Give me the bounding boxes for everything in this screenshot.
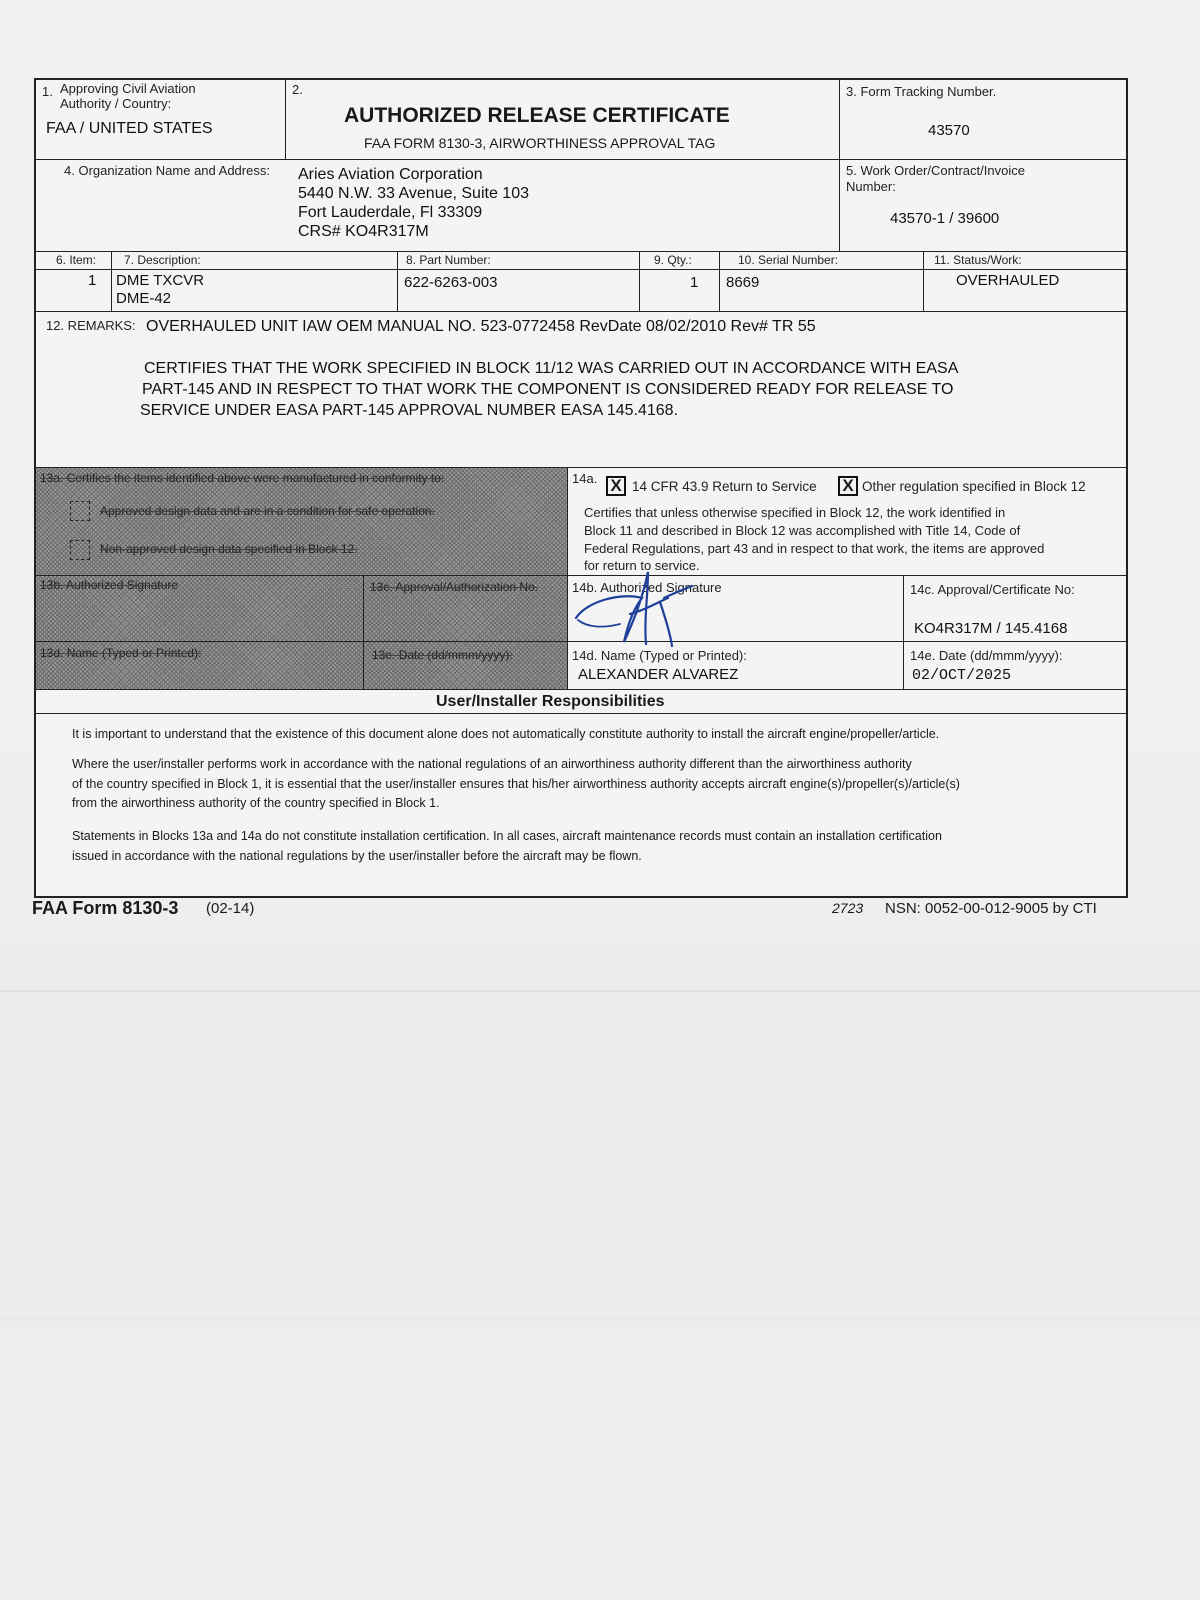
block-13e xyxy=(364,642,568,689)
approved-design-checkbox[interactable] xyxy=(70,501,90,521)
header-row xyxy=(36,80,1126,160)
block-13d xyxy=(36,642,364,689)
block-2-label: 2. xyxy=(292,82,303,97)
footer-nsn: NSN: 0052-00-012-9005 by CTI xyxy=(885,900,1097,917)
footer-form-name: FAA Form 8130-3 xyxy=(32,898,179,918)
work-order-number: 43570-1 / 39600 xyxy=(890,210,1000,227)
responsibilities-p2-line1: Where the user/installer performs work in accordance with the national regulations of an airworthiness authority different than the airworthiness authority xyxy=(72,757,912,771)
block-14a-text-4: for return to service. xyxy=(584,558,700,573)
status-col-header: 11. Status/Work: xyxy=(934,253,1022,267)
responsibilities-header xyxy=(36,690,1126,714)
item-header-row xyxy=(36,252,1126,270)
return-to-service-label: 14 CFR 43.9 Return to Service xyxy=(632,479,817,494)
block-13b-label: 13b. Authorized Signature xyxy=(40,578,179,592)
non-approved-design-checkbox[interactable] xyxy=(70,540,90,560)
certification-line-2: PART-145 AND IN RESPECT TO THAT WORK THE COMPONENT IS CONSIDERED READY FOR RELEASE TO xyxy=(142,381,954,398)
paper-fold-line xyxy=(0,990,1200,992)
responsibilities-p3-line1: Statements in Blocks 13a and 14a do not constitute installation certification. In all cases, aircraft maintenance records must contain an installation certification xyxy=(72,829,942,843)
serial-number: 8669 xyxy=(726,274,760,291)
description-col-header: 7. Description: xyxy=(112,252,398,269)
block-1-number: 1. xyxy=(42,84,53,99)
form-title: AUTHORIZED RELEASE CERTIFICATE xyxy=(344,104,730,127)
name-date-row xyxy=(36,642,1126,690)
block-3-label: 3. Form Tracking Number. xyxy=(846,84,997,99)
responsibilities-p1: It is important to understand that the existence of this document alone does not automatically constitute authority to install the aircraft engine/propeller/article. xyxy=(72,727,940,741)
part-number: 622-6263-003 xyxy=(404,274,498,291)
block-13e-label: 13e. Date (dd/mmm/yyyy): xyxy=(372,648,513,662)
org-address-2: Fort Lauderdale, Fl 33309 xyxy=(298,204,483,221)
block-5 xyxy=(840,160,1126,251)
responsibilities-title: User/Installer Responsibilities xyxy=(436,693,665,710)
block-14a-text-3: Federal Regulations, part 43 and in respect to that work, the items are approved xyxy=(584,541,1045,556)
part-col-header: 8. Part Number: xyxy=(398,252,640,269)
block-14b xyxy=(568,576,904,641)
authority-country: FAA / UNITED STATES xyxy=(46,120,213,137)
non-approved-design-label: Non-approved design data specified in Block 12. xyxy=(100,542,358,556)
certification-line-3: SERVICE UNDER EASA PART-145 APPROVAL NUMBER EASA 145.4168. xyxy=(140,402,679,419)
block-14c xyxy=(904,576,1126,641)
status-work: OVERHAULED xyxy=(956,272,1060,289)
responsibilities-p2-line2: of the country specified in Block 1, it is essential that the user/installer ensures that his/her airworthiness authority accepts aircraft engine(s)/propeller(s)/article(s) xyxy=(72,777,960,791)
block-13b xyxy=(36,576,364,641)
item-number: 1 xyxy=(88,272,97,289)
block-14e xyxy=(904,642,1126,689)
approval-certificate-number: KO4R317M / 145.4168 xyxy=(914,620,1068,637)
block-1-label: Approving Civil Aviation Authority / Country: xyxy=(60,81,196,111)
block-4 xyxy=(36,160,840,251)
block-14a-text-1: Certifies that unless otherwise specified in Block 12, the work identified in xyxy=(584,505,1006,520)
certification-line-1: CERTIFIES THAT THE WORK SPECIFIED IN BLOCK 11/12 WAS CARRIED OUT IN ACCORDANCE WITH EASA xyxy=(144,360,959,377)
item-col-header: 6. Item: xyxy=(36,252,112,269)
block-1 xyxy=(36,80,286,159)
authorized-signature xyxy=(568,558,718,650)
qty-col-header: 9. Qty.: xyxy=(640,252,720,269)
qty-cell xyxy=(640,270,720,311)
block-13c xyxy=(364,576,568,641)
block-14e-label: 14e. Date (dd/mmm/yyyy): xyxy=(910,648,1063,663)
block-14a-text-2: Block 11 and described in Block 12 was accomplished with Title 14, Code of xyxy=(584,523,1021,538)
org-address-1: 5440 N.W. 33 Avenue, Suite 103 xyxy=(298,185,529,202)
paper-fold-line xyxy=(0,1318,1200,1319)
footer-revision: (02-14) xyxy=(206,900,255,917)
remarks-line: OVERHAULED UNIT IAW OEM MANUAL NO. 523-0772458 RevDate 08/02/2010 Rev# TR 55 xyxy=(146,318,816,335)
description-line-2: DME-42 xyxy=(116,290,172,307)
form-tracking-number: 43570 xyxy=(928,122,970,139)
part-cell xyxy=(398,270,640,311)
organization-row xyxy=(36,160,1126,252)
block-13a-label: 13a. Certifies the items identified above were manufactured in conformity to: xyxy=(40,471,445,485)
block-14a-label: 14a. xyxy=(572,471,598,486)
block-14d xyxy=(568,642,904,689)
quantity: 1 xyxy=(690,274,699,291)
block-2 xyxy=(286,80,840,159)
return-to-service-checkbox[interactable]: X xyxy=(606,476,626,496)
remarks-label: 12. REMARKS: xyxy=(46,318,136,333)
item-row xyxy=(36,270,1126,312)
block-14b-label: 14b. Authorized Signature xyxy=(572,580,722,595)
approved-design-label: Approved design data and are in a condition for safe operation. xyxy=(100,504,435,518)
description-cell xyxy=(112,270,398,311)
serial-cell xyxy=(720,270,924,311)
remarks-row xyxy=(36,312,1126,468)
other-regulation-checkbox[interactable]: X xyxy=(838,476,858,496)
description-line-1: DME TXCVR xyxy=(116,272,205,289)
block-5-label: 5. Work Order/Contract/Invoice Number: xyxy=(846,163,1025,194)
org-name: Aries Aviation Corporation xyxy=(298,166,483,183)
form-subtitle: FAA FORM 8130-3, AIRWORTHINESS APPROVAL TAG xyxy=(364,135,716,151)
block-13c-label: 13c. Approval/Authorization No. xyxy=(370,580,539,594)
block-14c-label: 14c. Approval/Certificate No: xyxy=(910,582,1075,597)
other-regulation-label: Other regulation specified in Block 12 xyxy=(862,479,1086,494)
certifier-name: ALEXANDER ALVAREZ xyxy=(578,666,739,683)
block-3 xyxy=(840,80,1126,159)
org-crs: CRS# KO4R317M xyxy=(298,223,429,240)
item-number-cell xyxy=(36,270,112,311)
signature-row xyxy=(36,576,1126,642)
block-4-label: 4. Organization Name and Address: xyxy=(64,163,270,178)
footer-code: 2723 xyxy=(832,900,864,916)
responsibilities-p3-line2: issued in accordance with the national regulations by the user/installer before the aircraft may be flown. xyxy=(72,849,642,863)
responsibilities-p2-line3: from the airworthiness authority of the country specified in Block 1. xyxy=(72,796,440,810)
certification-date: 02/OCT/2025 xyxy=(912,667,1012,684)
release-certificate-form xyxy=(34,78,1128,898)
block-13d-label: 13d. Name (Typed or Printed): xyxy=(40,646,202,660)
serial-col-header: 10. Serial Number: xyxy=(720,252,924,269)
block-13a xyxy=(36,468,568,575)
status-cell xyxy=(924,270,1126,311)
block-14d-label: 14d. Name (Typed or Printed): xyxy=(572,648,747,663)
